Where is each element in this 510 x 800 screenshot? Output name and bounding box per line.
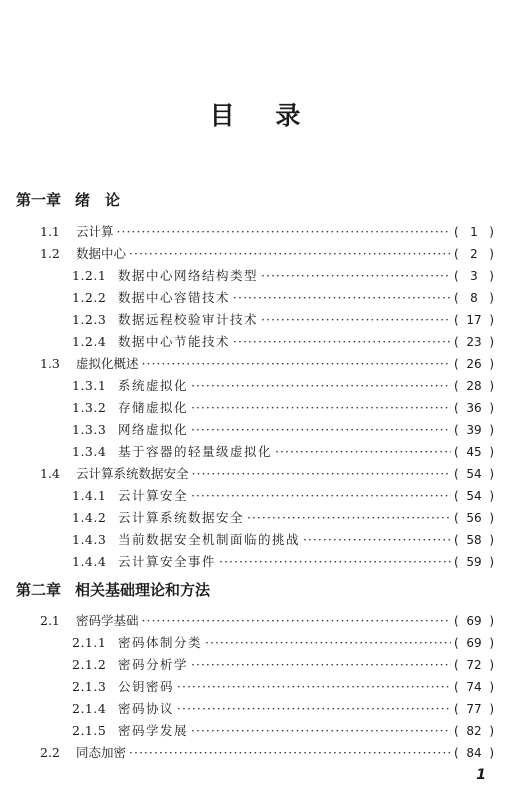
toc-entry[interactable] — [72, 529, 494, 550]
page-number: ( 69 ) — [454, 614, 494, 628]
chapter-heading — [16, 578, 210, 602]
section-number: 2.2 — [40, 745, 60, 760]
section-title: 数据远程校验审计技术 — [118, 312, 259, 327]
dot-leader — [191, 720, 451, 741]
section-number: 2.1.3 — [72, 679, 107, 694]
toc-entry[interactable] — [72, 632, 494, 653]
page-number: ( 39 ) — [454, 423, 494, 437]
section-number: 1.2.1 — [72, 268, 107, 283]
section-number: 1.3 — [40, 356, 60, 371]
dot-leader — [303, 529, 451, 550]
section-number: 1.3.1 — [72, 378, 107, 393]
dot-leader — [219, 551, 451, 572]
section-title: 数据中心节能技术 — [118, 334, 231, 349]
dot-leader — [142, 610, 451, 631]
dot-leader — [191, 375, 451, 396]
dot-leader — [177, 676, 451, 697]
section-title: 数据中心 — [76, 246, 127, 261]
toc-entry[interactable] — [72, 419, 494, 440]
page-number: ( 84 ) — [454, 746, 494, 760]
toc-entry[interactable] — [72, 265, 494, 286]
dot-leader — [192, 463, 451, 484]
toc-entry[interactable] — [72, 720, 494, 741]
chapter-label: 第二章 — [16, 581, 62, 599]
section-number: 2.1 — [40, 613, 60, 628]
page-number: ( 54 ) — [454, 489, 494, 503]
section-title: 云计算 — [76, 224, 114, 239]
page-number: ( 1 ) — [454, 225, 494, 239]
page-number: ( 36 ) — [454, 401, 494, 415]
chapter-name: 绪 论 — [75, 191, 121, 209]
dot-leader — [233, 287, 451, 308]
section-number: 1.4.3 — [72, 532, 107, 547]
section-number: 1.4.4 — [72, 554, 107, 569]
dot-leader — [233, 331, 451, 352]
section-title: 云计算系统数据安全 — [76, 466, 189, 481]
section-title: 密码学发展 — [118, 723, 189, 738]
toc-entry[interactable] — [40, 243, 494, 264]
dot-leader — [191, 419, 451, 440]
page-number: ( 23 ) — [454, 335, 494, 349]
toc-entry[interactable] — [72, 676, 494, 697]
section-number: 1.4 — [40, 466, 60, 481]
dot-leader — [191, 397, 451, 418]
section-number: 1.3.3 — [72, 422, 107, 437]
toc-entry[interactable] — [72, 551, 494, 572]
toc-entry[interactable] — [72, 309, 494, 330]
section-number: 1.2.4 — [72, 334, 107, 349]
page-number: ( 69 ) — [454, 636, 494, 650]
toc-entry[interactable] — [40, 463, 494, 484]
page-number: ( 74 ) — [454, 680, 494, 694]
dot-leader — [191, 654, 451, 675]
page-number: ( 77 ) — [454, 702, 494, 716]
dot-leader — [247, 507, 451, 528]
dot-leader — [129, 742, 451, 763]
page-number: ( 3 ) — [454, 269, 494, 283]
page-folio: 1 — [476, 767, 486, 783]
section-number: 1.4.1 — [72, 488, 107, 503]
page-number: ( 58 ) — [454, 533, 494, 547]
chapter-label: 第一章 — [16, 191, 62, 209]
page-number: ( 2 ) — [454, 247, 494, 261]
section-title: 密码协议 — [118, 701, 175, 716]
section-title: 系统虚拟化 — [118, 378, 189, 393]
page-number: ( 28 ) — [454, 379, 494, 393]
section-title: 当前数据安全机制面临的挑战 — [118, 532, 301, 547]
section-title: 同态加密 — [76, 745, 127, 760]
dot-leader — [191, 485, 451, 506]
section-title: 存储虚拟化 — [118, 400, 189, 415]
section-title: 公钥密码 — [118, 679, 175, 694]
page-number: ( 82 ) — [454, 724, 494, 738]
dot-leader — [117, 221, 451, 242]
dot-leader — [261, 265, 451, 286]
page-title: 目 录 — [209, 101, 317, 130]
toc-entry[interactable] — [72, 485, 494, 506]
section-number: 1.1 — [40, 224, 60, 239]
section-number: 1.2.2 — [72, 290, 107, 305]
toc-entry[interactable] — [72, 441, 494, 462]
section-title: 数据中心容错技术 — [118, 290, 231, 305]
section-number: 1.2.3 — [72, 312, 107, 327]
chapter-name: 相关基础理论和方法 — [75, 581, 211, 599]
section-title: 基于容器的轻量级虚拟化 — [118, 444, 273, 459]
dot-leader — [129, 243, 451, 264]
page-number: ( 54 ) — [454, 467, 494, 481]
section-title: 密码学基础 — [76, 613, 139, 628]
toc-entry[interactable] — [72, 654, 494, 675]
section-title: 密码体制分类 — [118, 635, 203, 650]
toc-entry[interactable] — [40, 742, 494, 763]
page-number: ( 8 ) — [454, 291, 494, 305]
toc-entry[interactable] — [72, 375, 494, 396]
section-number: 2.1.5 — [72, 723, 107, 738]
page-number: ( 72 ) — [454, 658, 494, 672]
toc-entry[interactable] — [40, 353, 494, 374]
section-title: 虚拟化概述 — [76, 356, 139, 371]
section-title: 云计算安全事件 — [118, 554, 217, 569]
section-title: 云计算系统数据安全 — [118, 510, 245, 525]
dot-leader — [142, 353, 451, 374]
toc-entry[interactable] — [72, 331, 494, 352]
section-number: 2.1.2 — [72, 657, 107, 672]
chapter-heading — [16, 188, 120, 212]
page-number: ( 56 ) — [454, 511, 494, 525]
section-number: 1.2 — [40, 246, 60, 261]
toc-entry[interactable] — [40, 221, 494, 242]
section-number: 2.1.1 — [72, 635, 107, 650]
toc-entry[interactable] — [72, 397, 494, 418]
page-number: ( 26 ) — [454, 357, 494, 371]
toc-entry[interactable] — [72, 698, 494, 719]
section-title: 密码分析学 — [118, 657, 189, 672]
section-number: 1.3.2 — [72, 400, 107, 415]
page-number: ( 17 ) — [454, 313, 494, 327]
toc-entry[interactable] — [72, 287, 494, 308]
section-number: 1.4.2 — [72, 510, 107, 525]
section-title: 数据中心网络结构类型 — [118, 268, 259, 283]
dot-leader — [205, 632, 451, 653]
dot-leader — [261, 309, 451, 330]
dot-leader — [275, 441, 451, 462]
section-title: 云计算安全 — [118, 488, 189, 503]
page-number: ( 59 ) — [454, 555, 494, 569]
page-number: ( 45 ) — [454, 445, 494, 459]
section-number: 2.1.4 — [72, 701, 107, 716]
section-title: 网络虚拟化 — [118, 422, 189, 437]
section-number: 1.3.4 — [72, 444, 107, 459]
toc-entry[interactable] — [72, 507, 494, 528]
toc-entry[interactable] — [40, 610, 494, 631]
dot-leader — [177, 698, 451, 719]
